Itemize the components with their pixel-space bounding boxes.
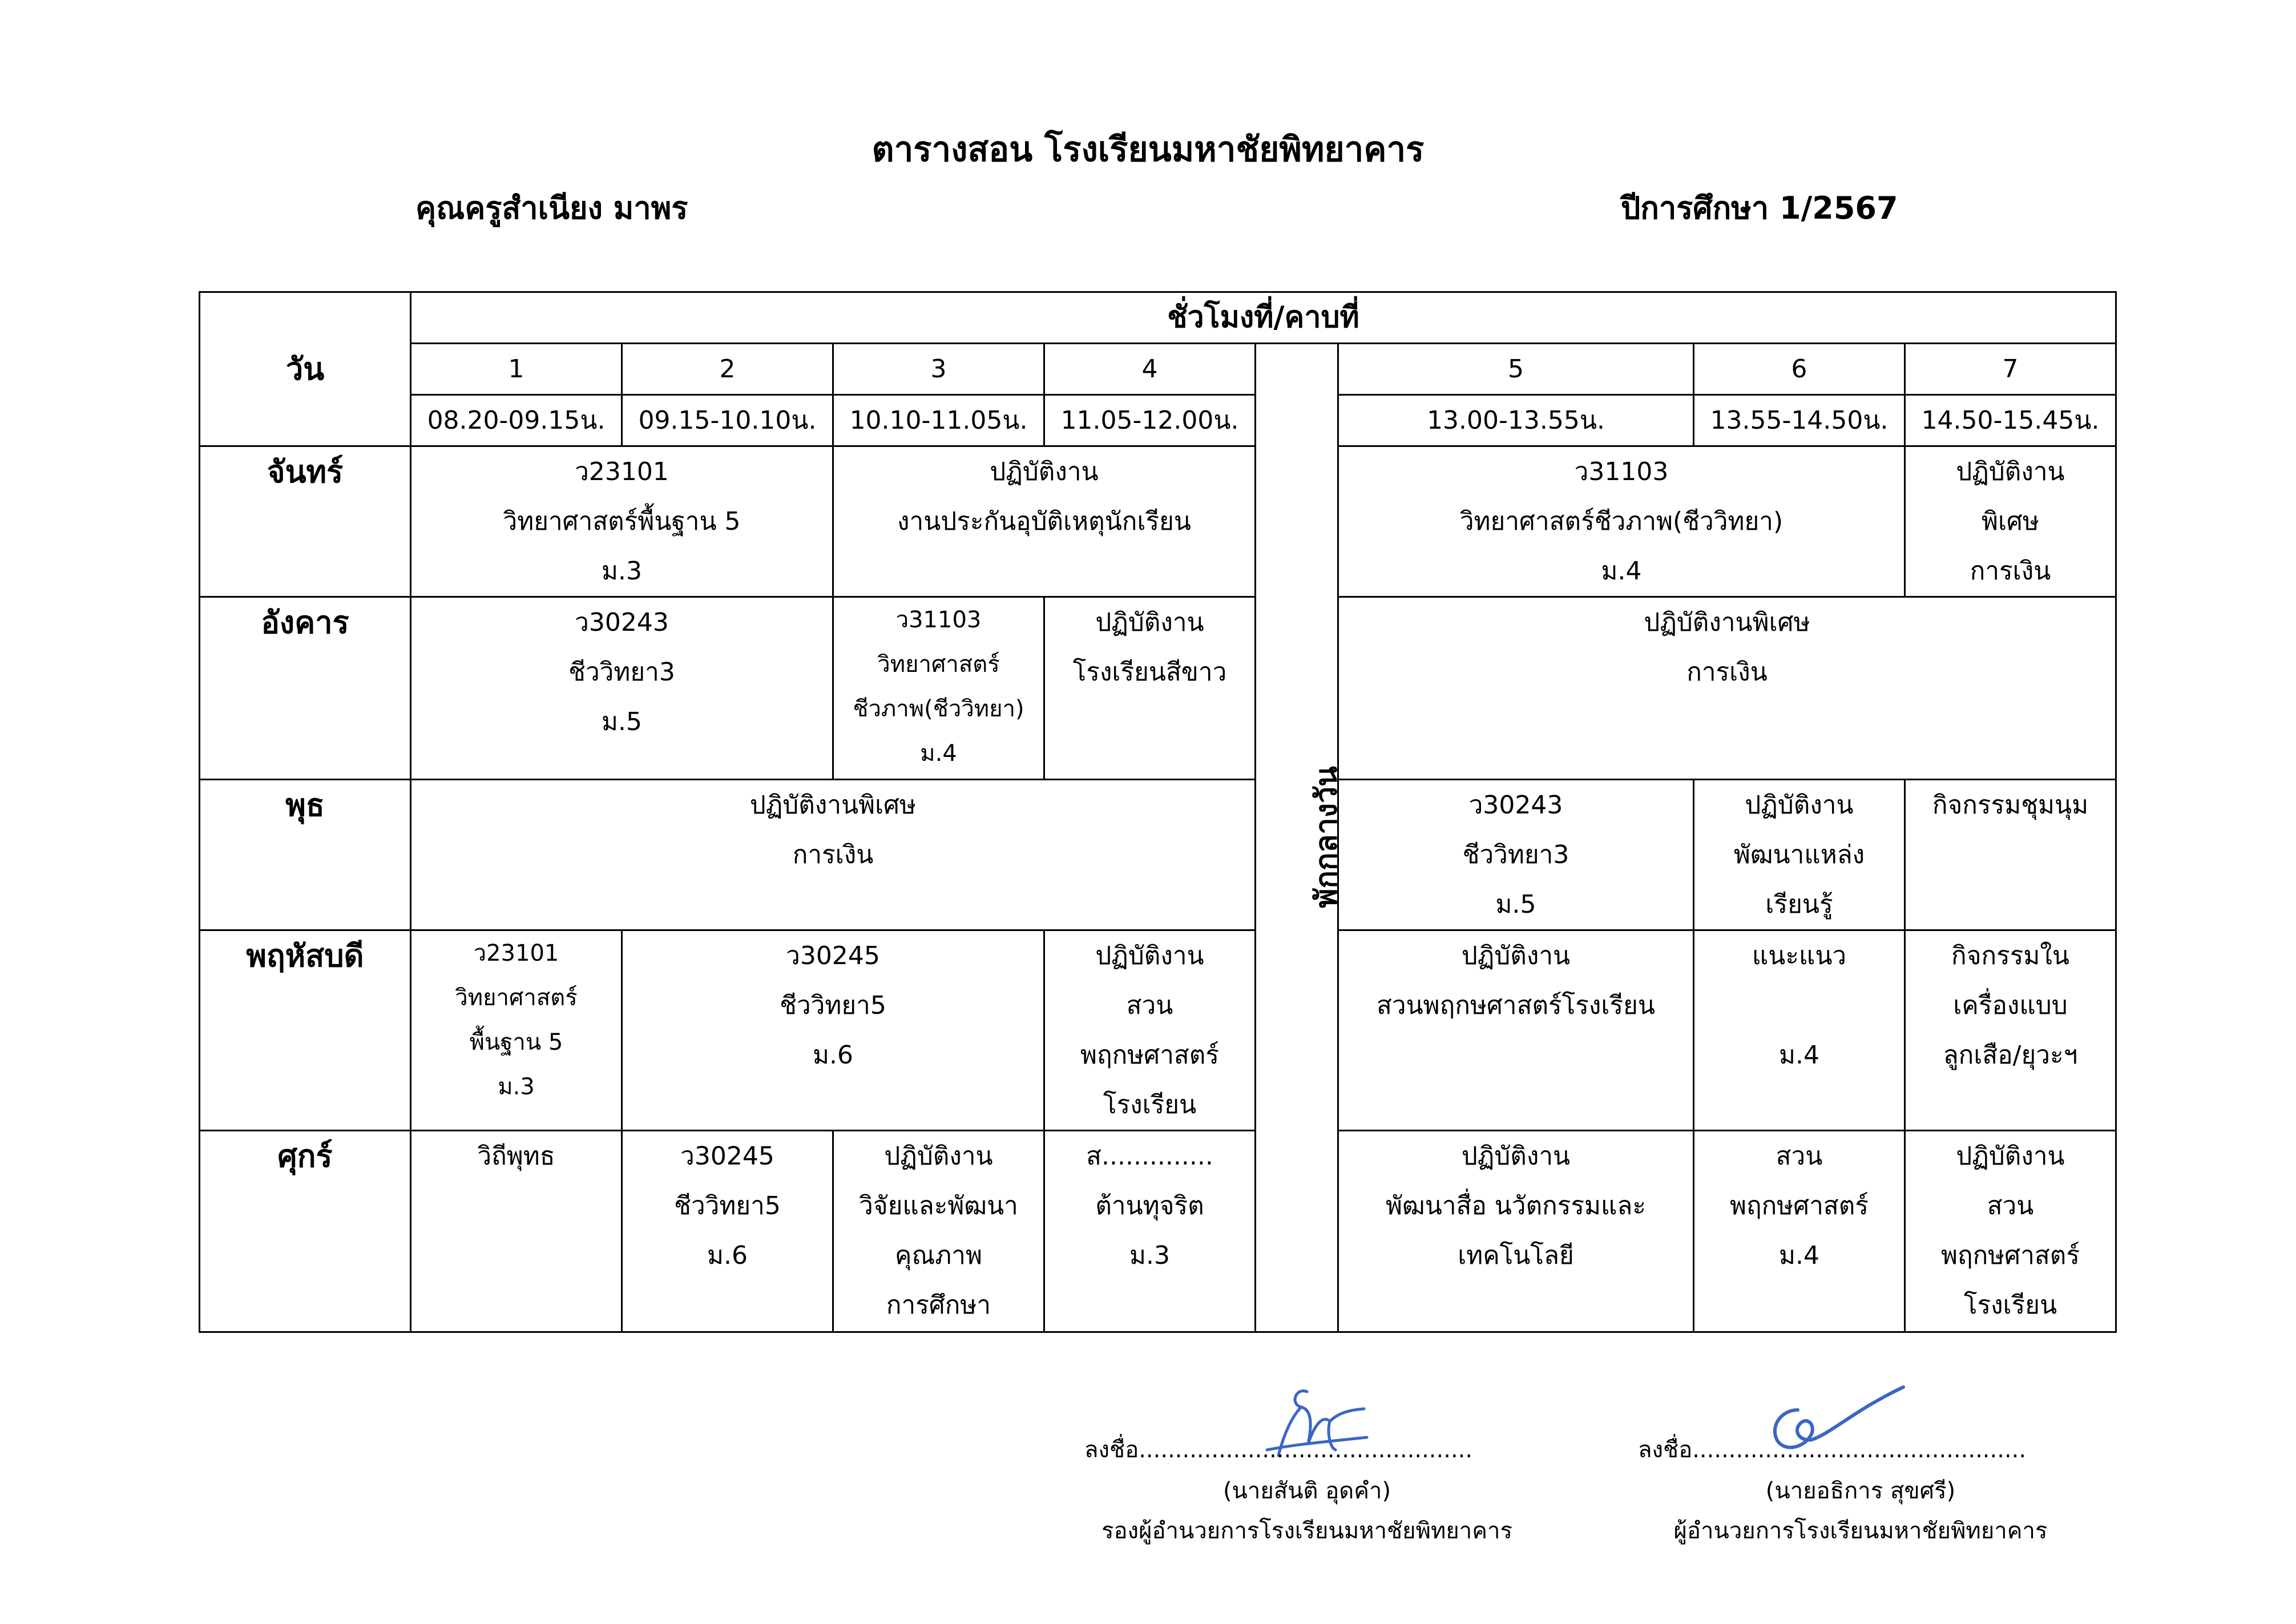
period-number: 3 <box>833 344 1044 395</box>
signer-position: ผู้อำนวยการโรงเรียนมหาชัยพิทยาคาร <box>1673 1518 2048 1544</box>
academic-year: ปีการศึกษา 1/2567 <box>1621 190 1898 226</box>
class-cell: ปฏิบัติงาน พัฒนาสื่อ นวัตกรรมและ เทคโนโลยี <box>1338 1131 1694 1332</box>
lunch-break-label: พักกลางวัน <box>1309 766 1344 908</box>
class-cell: ปฏิบัติงาน สวน พฤกษศาสตร์ โรงเรียน <box>1044 930 1256 1131</box>
lunch-break-cell <box>1256 344 1344 1332</box>
class-cell: ว30245 ชีววิทยา5 ม.6 <box>622 930 1044 1131</box>
period-time: 13.00-13.55น. <box>1338 395 1694 446</box>
class-cell: กิจกรรมชุมนุม <box>1905 780 2116 930</box>
period-time: 08.20-09.15น. <box>411 395 622 446</box>
period-time: 10.10-11.05น. <box>833 395 1044 446</box>
class-cell: ปฏิบัติงานพิเศษ การเงิน <box>411 780 1256 930</box>
class-cell: ปฏิบัติงาน งานประกันอุบัติเหตุนักเรียน <box>833 446 1256 597</box>
period-number: 2 <box>622 344 833 395</box>
signer-name: (นายอธิการ สุขศรี) <box>1765 1478 1956 1504</box>
class-cell: ปฏิบัติงานพิเศษ การเงิน <box>1338 597 2116 780</box>
class-cell: กิจกรรมใน เครื่องแบบ ลูกเสือ/ยุวะฯ <box>1905 930 2116 1131</box>
class-cell: แนะแนว ม.4 <box>1694 930 1905 1131</box>
class-cell: ว31103 วิทยาศาสตร์ชีวภาพ(ชีววิทยา) ม.4 <box>1338 446 1905 597</box>
periods-header: ชั่วโมงที่/คาบที่ <box>411 292 2116 344</box>
class-cell: ว23101 วิทยาศาสตร์พื้นฐาน 5 ม.3 <box>411 446 833 597</box>
page-title: ตารางสอน โรงเรียนมหาชัยพิทยาคาร <box>871 130 1425 170</box>
day-monday: จันทร์ <box>200 446 411 597</box>
signer-name: (นายสันติ อุดคำ) <box>1222 1478 1391 1504</box>
sign-line: ลงชื่อ.............................................. <box>1638 1437 2027 1463</box>
signature-block-deputy <box>1084 1430 1530 1551</box>
period-time: 14.50-15.45น. <box>1905 395 2116 446</box>
class-cell: ว30245 ชีววิทยา5 ม.6 <box>622 1131 833 1332</box>
day-thursday: พฤหัสบดี <box>200 930 411 1131</box>
class-cell: ปฏิบัติงาน พิเศษ การเงิน <box>1905 446 2116 597</box>
day-friday: ศุกร์ <box>200 1131 411 1332</box>
class-cell: ว23101 วิทยาศาสตร์ พื้นฐาน 5 ม.3 <box>411 930 622 1131</box>
period-number: 4 <box>1044 344 1256 395</box>
class-cell: ว31103 วิทยาศาสตร์ ชีวภาพ(ชีววิทยา) ม.4 <box>833 597 1044 780</box>
day-tuesday: อังคาร <box>200 597 411 780</box>
signature-block-director <box>1638 1430 2083 1551</box>
class-cell: ปฏิบัติงาน วิจัยและพัฒนา คุณภาพ การศึกษา <box>833 1131 1044 1332</box>
period-time: 09.15-10.10น. <box>622 395 833 446</box>
class-cell: ปฏิบัติงาน สวน พฤกษศาสตร์ โรงเรียน <box>1905 1131 2116 1332</box>
class-cell: ว30243 ชีววิทยา3 ม.5 <box>411 597 833 780</box>
teacher-name: คุณครูสำเนียง มาพร <box>415 190 688 226</box>
period-number: 6 <box>1694 344 1905 395</box>
period-number: 7 <box>1905 344 2116 395</box>
period-number: 1 <box>411 344 622 395</box>
period-time: 13.55-14.50น. <box>1694 395 1905 446</box>
day-header: วัน <box>200 292 411 446</box>
class-cell: ว30243 ชีววิทยา3 ม.5 <box>1338 780 1694 930</box>
period-number: 5 <box>1338 344 1694 395</box>
class-cell: ปฏิบัติงาน สวนพฤกษศาสตร์โรงเรียน <box>1338 930 1694 1131</box>
class-cell: ปฏิบัติงาน พัฒนาแหล่ง เรียนรู้ <box>1694 780 1905 930</box>
class-cell: ปฏิบัติงาน โรงเรียนสีขาว <box>1044 597 1256 780</box>
class-cell: วิถีพุทธ <box>411 1131 622 1332</box>
day-wednesday: พุธ <box>200 780 411 930</box>
sign-line: ลงชื่อ.............................................. <box>1084 1437 1473 1463</box>
signer-position: รองผู้อำนวยการโรงเรียนมหาชัยพิทยาคาร <box>1101 1518 1512 1544</box>
class-cell: สวน พฤกษศาสตร์ ม.4 <box>1694 1131 1905 1332</box>
period-time: 11.05-12.00น. <box>1044 395 1256 446</box>
class-cell: ส.............. ต้านทุจริต ม.3 <box>1044 1131 1256 1332</box>
timetable <box>199 291 2117 1333</box>
